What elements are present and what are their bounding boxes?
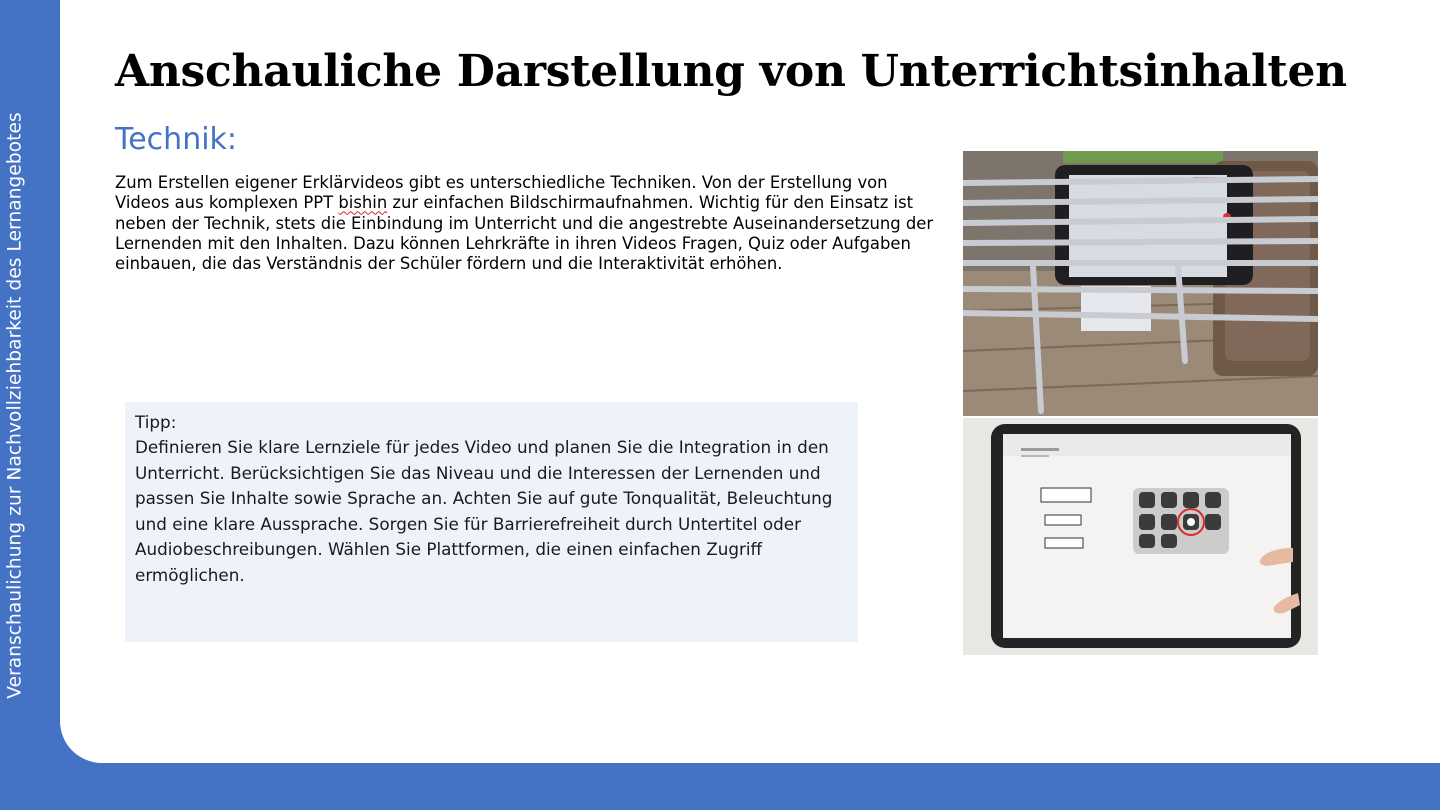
spellcheck-flagged-word[interactable]: bishin (338, 193, 388, 213)
tablet-on-stand-illustration (963, 151, 1318, 416)
sidebar-label: Veranschaulichung zur Nachvollziehbarkeit des Lernangebotes (4, 111, 26, 699)
tablet-control-center-photo (963, 418, 1318, 655)
tip-box (125, 402, 858, 642)
slide-title: Anschauliche Darstellung von Unterrichtsinhalten (115, 46, 1347, 97)
sidebar (0, 0, 30, 810)
tip-heading: Tipp: (135, 412, 177, 432)
tablet-control-center-illustration (963, 418, 1318, 655)
slide-subtitle: Technik: (115, 122, 238, 157)
tablet-on-stand-photo (963, 151, 1318, 416)
body-text-part1: Zum Erstellen eigener Erklärvideos gibt es unterschiedliche Techniken. Von der Erstellung von Videos aus komplexen PPT (115, 173, 888, 213)
body-paragraph (115, 173, 935, 274)
tip-text: Definieren Sie klare Lernziele für jedes Video und planen Sie die Integration in den Unterricht. Berücksichtigen Sie das Niveau und die Interessen der Lernenden und passen Sie Inhalte sowie Sprache an. Achten Sie auf gute Tonqualität, Beleuchtung und eine klare Aussprache. Sorgen Sie für Barrierefreiheit durch Untertitel oder Audiobeschreibungen. Wählen Sie Plattformen, die einen einfachen Zugriff ermöglichen. (135, 437, 833, 585)
body-text-part2: zur einfachen Bildschirmaufnahmen. Wichtig für den Einsatz ist neben der Technik, stets die Einbindung im Unterricht und die angestrebte Auseinandersetzung der Lernenden mit den Inhalten. Dazu können Lehrkräfte in ihren Videos Fragen, Quiz oder Aufgaben einbauen, die das Verständnis der Schüler fördern und die Interaktivität erhöhen. (115, 193, 934, 274)
